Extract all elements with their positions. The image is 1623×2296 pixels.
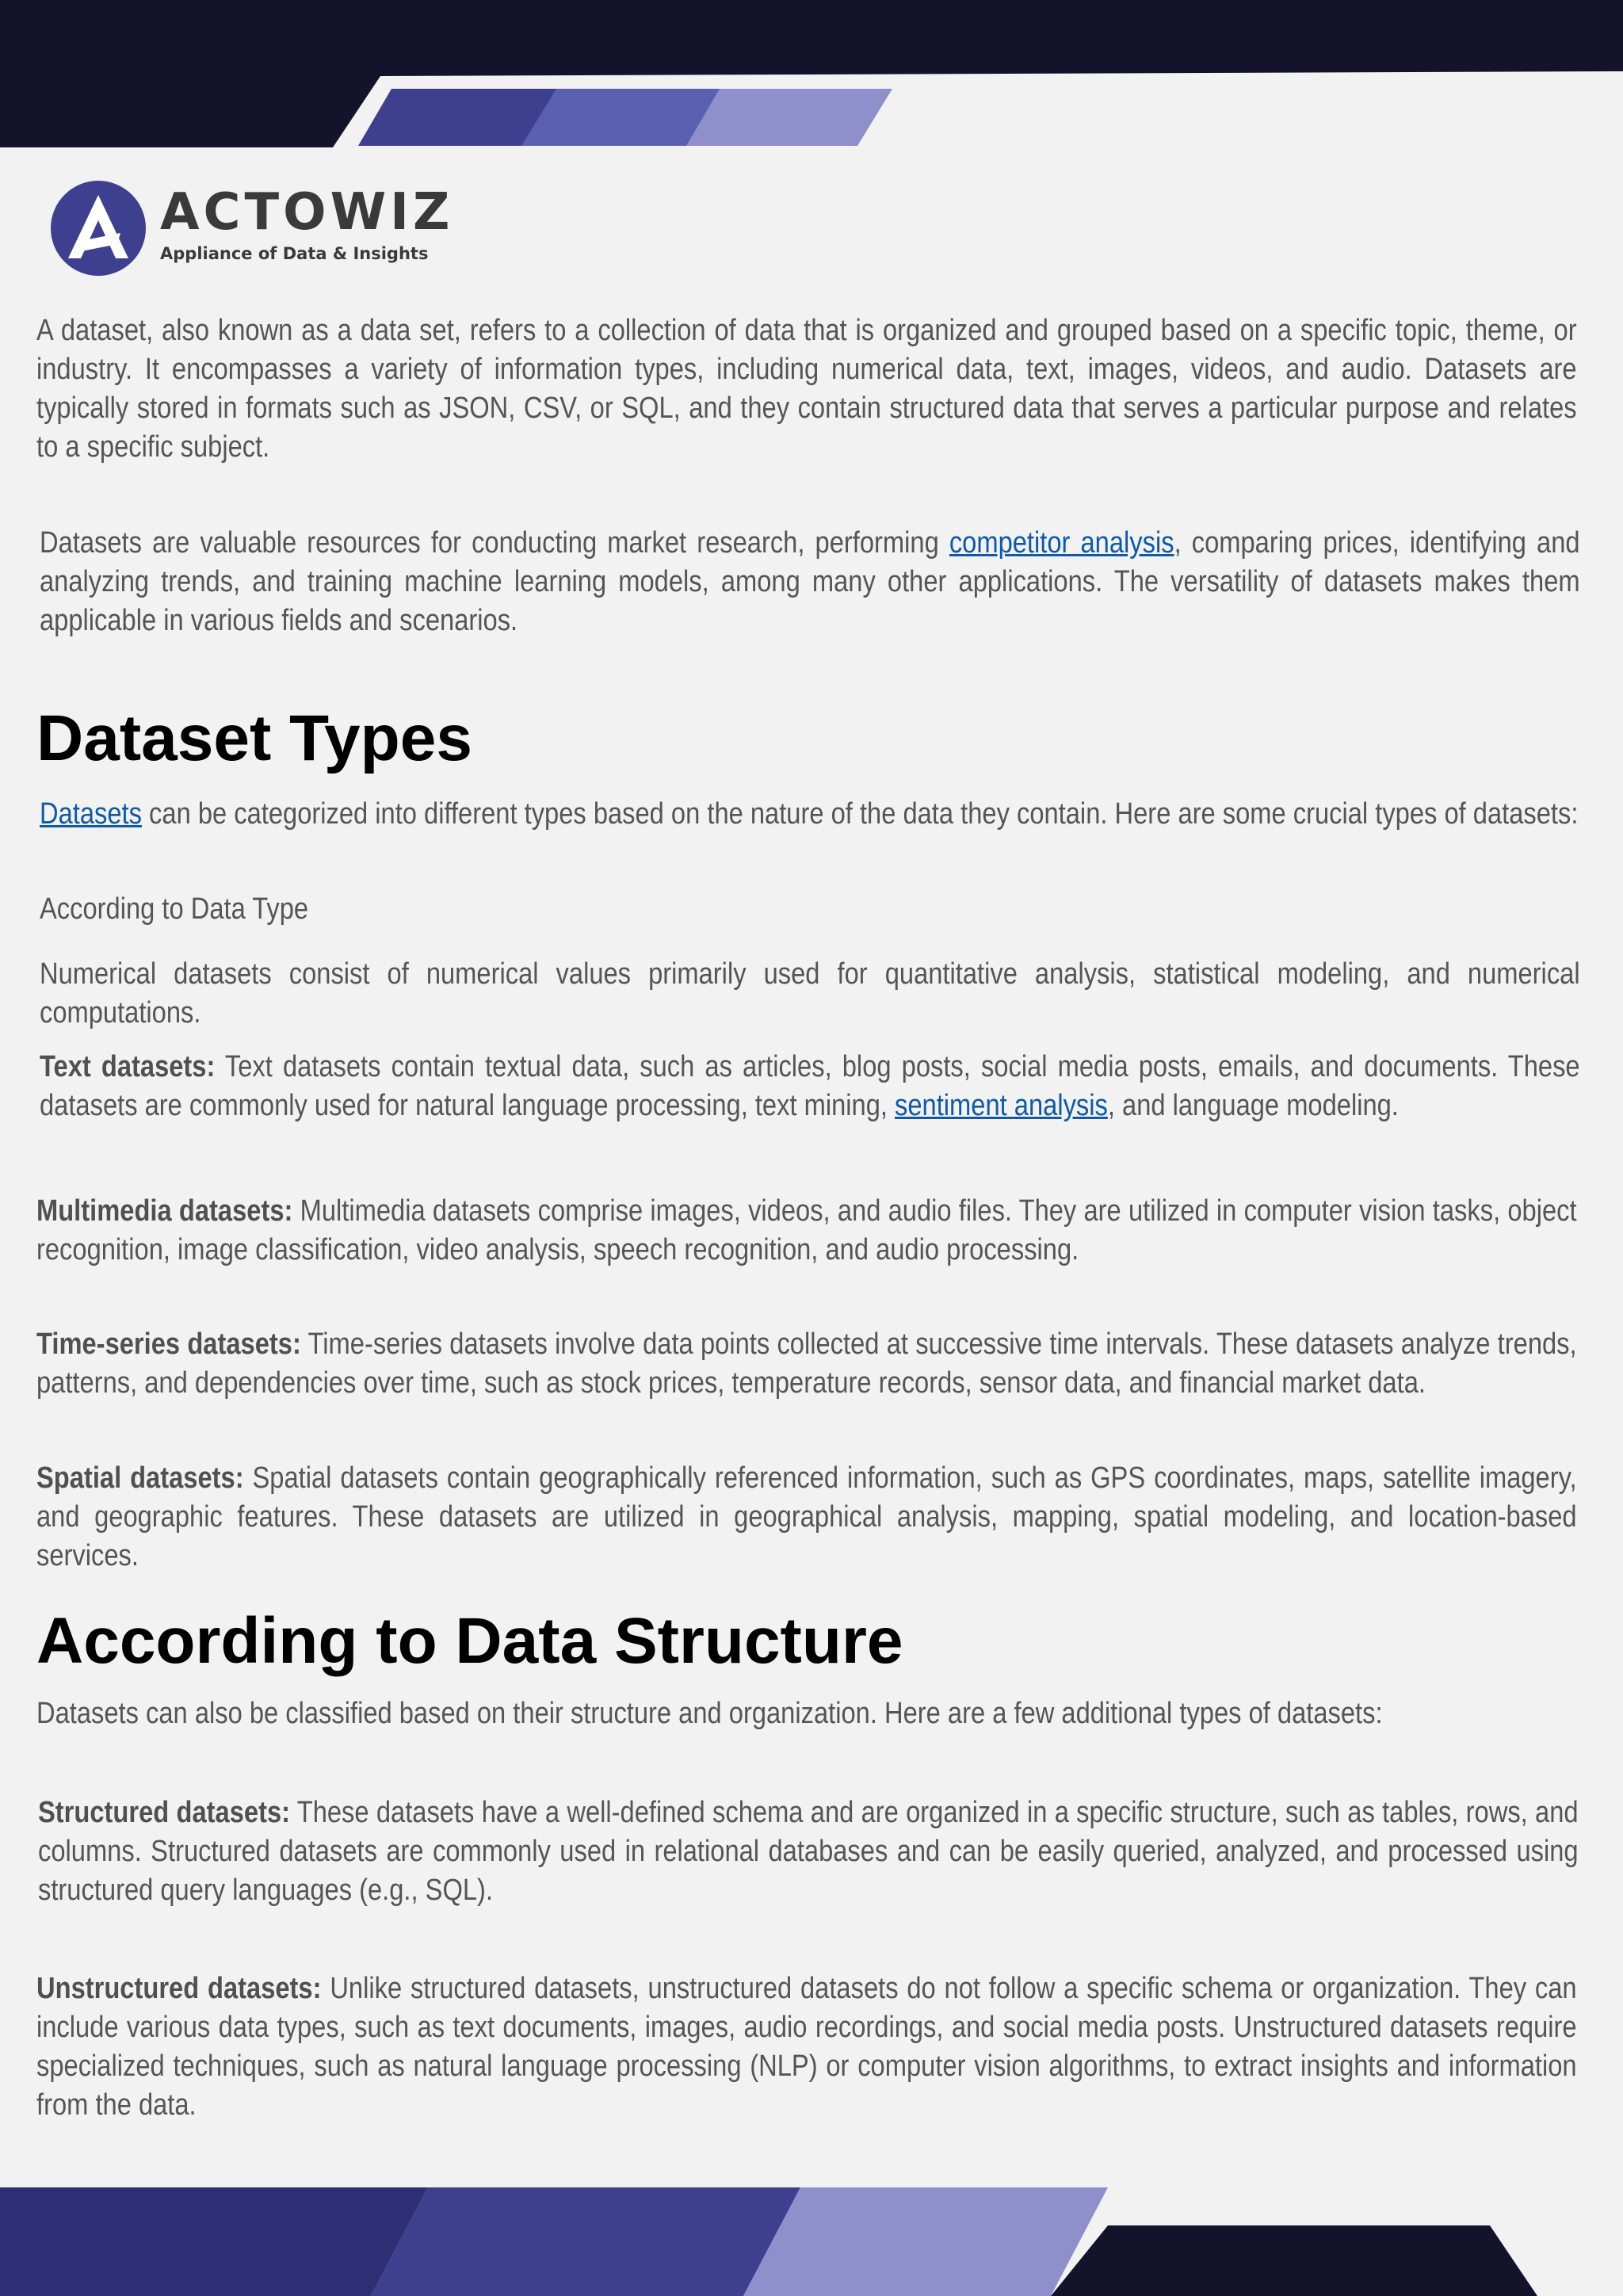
actowiz-a-mark-icon xyxy=(49,179,147,277)
time-series-datasets-paragraph: Time-series datasets: Time-series datasets involve data points collected at successive time intervals. These datasets analyze trends, patterns, and dependencies over time, such as stock prices, temperature records, sensor data, and financial market data. xyxy=(36,1328,1577,1400)
multimedia-datasets-paragraph: Multimedia datasets: Multimedia datasets comprise images, videos, and audio files. They are utilized in computer vision tasks, object recognition, image classification, video analysis, speech recognition, and audio processing. xyxy=(36,1194,1577,1266)
sentiment-analysis-link[interactable]: sentiment analysis xyxy=(895,1089,1108,1122)
data-structure-intro: Datasets can also be classified based on their structure and organization. Here are a few additional types of datasets: xyxy=(36,1697,1383,1730)
spatial-datasets-paragraph: Spatial datasets: Spatial datasets contain geographically referenced information, such as GPS coordinates, maps, satellite imagery, and geographic features. These datasets are utilized in geographical analysis, mapping, spatial modeling, and location-based services. xyxy=(36,1461,1577,1572)
top-banner-decoration xyxy=(0,0,1623,159)
logo-wordmark: ACTOWIZ xyxy=(160,183,454,242)
actowiz-logo xyxy=(49,176,454,279)
numerical-datasets-paragraph: Numerical datasets consist of numerical values primarily used for quantitative analysis, statistical modeling, and numerical computations. xyxy=(40,957,1580,1030)
structured-datasets-paragraph: Structured datasets: These datasets have a well-defined schema and are organized in a specific structure, such as tables, rows, and columns. Structured datasets are commonly used in relational databases and can be easily queried, analyzed, and processed using structured query languages (e.g., SQL). xyxy=(38,1796,1579,1907)
unstructured-datasets-paragraph: Unstructured datasets: Unlike structured datasets, unstructured datasets do not follow a specific schema or organization. They can include various data types, such as text documents, images, audio recordings, and social media posts. Unstructured datasets require specialized techniques, such as natural language processing (NLP) or computer vision algorithms, to extract insights and information from the data. xyxy=(36,1972,1577,2122)
competitor-analysis-link[interactable]: competitor analysis xyxy=(949,526,1174,560)
text-datasets-paragraph: Text datasets: Text datasets contain textual data, such as articles, blog posts, social media posts, emails, and documents. These datasets are commonly used for natural language processing, text mining, sentiment analysis, and language modeling. xyxy=(40,1050,1580,1122)
intro-paragraph-1: A dataset, also known as a data set, refers to a collection of data that is organized and grouped based on a specific topic, theme, or industry. It encompasses a variety of information types, including numerical data, text, images, videos, and audio. Datasets are typically stored in formats such as JSON, CSV, or SQL, and they contain structured data that serves a particular purpose and relates to a specific subject. xyxy=(36,314,1577,464)
section-heading-dataset-types: Dataset Types xyxy=(36,702,472,774)
subheading-data-type: According to Data Type xyxy=(40,892,309,926)
datasets-link[interactable]: Datasets xyxy=(40,797,142,831)
section-heading-data-structure: According to Data Structure xyxy=(36,1605,903,1677)
bottom-banner-decoration xyxy=(0,2181,1623,2296)
logo-tagline: Appliance of Data & Insights xyxy=(160,244,429,263)
dataset-types-intro: Datasets can be categorized into different types based on the nature of the data they contain. Here are some crucial types of datasets: xyxy=(40,797,1579,831)
intro-paragraph-2: Datasets are valuable resources for conducting market research, performing competitor analysis, comparing prices, identifying and analyzing trends, and training machine learning models, among many other applications. The versatility of datasets makes them applicable in various fields and scenarios. xyxy=(40,526,1580,637)
